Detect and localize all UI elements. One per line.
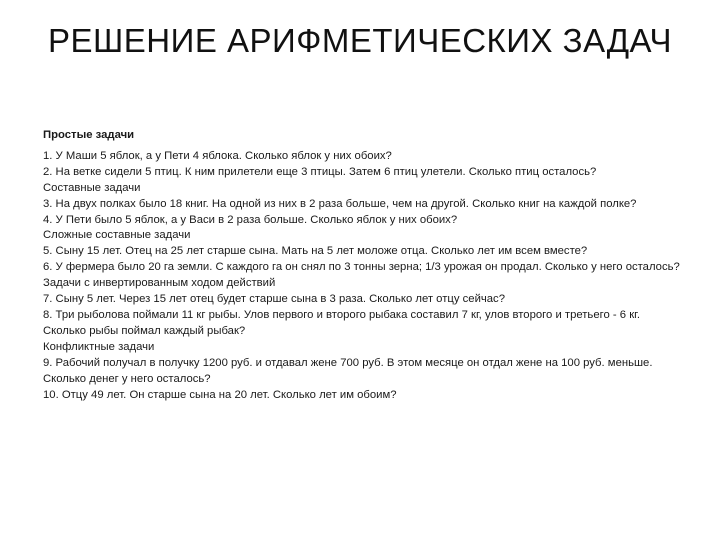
slide-content	[43, 128, 683, 403]
section-label: Задачи с инвертированным ходом действий	[43, 277, 276, 290]
task-line: 5. Сыну 15 лет. Отец на 25 лет старше сына. Мать на 5 лет моложе отца. Сколько лет им всем вместе?	[43, 245, 588, 258]
section-label: Составные задачи	[43, 181, 141, 194]
task-line: 7. Сыну 5 лет. Через 15 лет отец будет старше сына в 3 раза. Сколько лет отцу сейчас?	[43, 293, 505, 306]
task-line: 2. На ветке сидели 5 птиц. К ним прилетели еще 3 птицы. Затем 6 птиц улетели. Сколько птиц осталось?	[43, 165, 597, 178]
section-label: Конфликтные задачи	[43, 340, 155, 353]
task-line: 3. На двух полках было 18 книг. На одной из них в 2 раза больше, чем на другой. Сколько книг на каждой полке?	[43, 197, 637, 210]
section-label: Сложные составные задачи	[43, 229, 191, 242]
section-heading-simple: Простые задачи	[43, 129, 135, 141]
slide-title: РЕШЕНИЕ АРИФМЕТИЧЕСКИХ ЗАДАЧ	[48, 22, 672, 59]
task-line: 4. У Пети было 5 яблок, а у Васи в 2 раза больше. Сколько яблок у них обоих?	[43, 213, 458, 226]
task-line: 1. У Маши 5 яблок, а у Пети 4 яблока. Сколько яблок у них обоих?	[43, 149, 392, 162]
task-line: 10. Отцу 49 лет. Он старше сына на 20 лет. Сколько лет им обоим?	[43, 388, 397, 401]
task-line: 8. Три рыболова поймали 11 кг рыбы. Улов первого и второго рыбака составил 7 кг, улов второго и третьего - 6 кг. Сколько рыбы поймал каждый рыбак?	[43, 308, 641, 337]
task-line: 6. У фермера было 20 га земли. С каждого га он снял по 3 тонны зерна; 1/3 урожая он продал. Сколько у него осталось?	[43, 261, 680, 274]
task-line: 9. Рабочий получал в получку 1200 руб. и отдавал жене 700 руб. В этом месяце он отдал жене на 100 руб. меньше. Сколько денег у него осталось?	[43, 356, 653, 385]
